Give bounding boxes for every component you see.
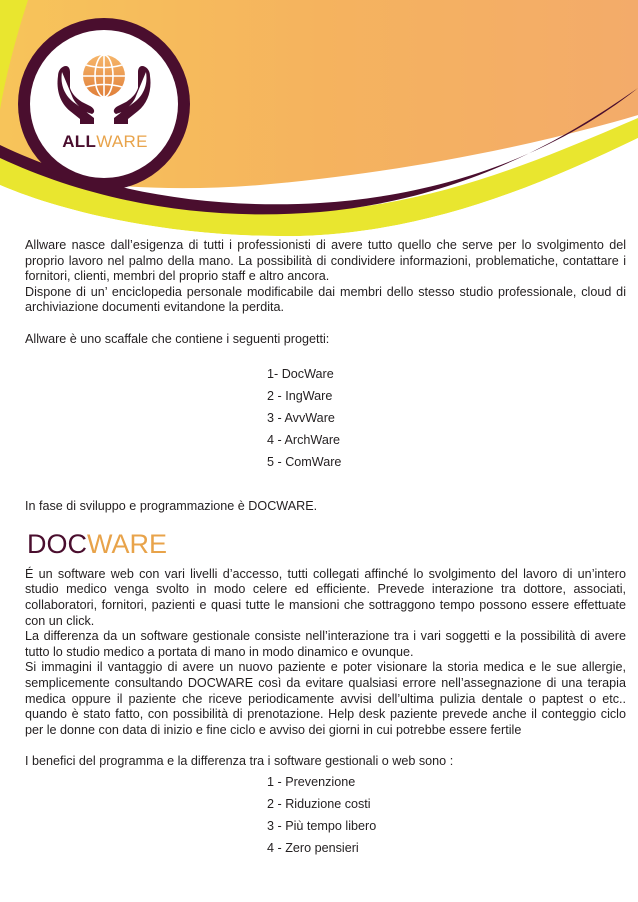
docware-paragraph-2: La differenza da un software gestionale consiste nell’interazione tra i vari soggetti e la possibilità di avere tutto lo studio medico a portata di mano in modo dinamico e ovunque. bbox=[25, 629, 626, 659]
logo-disc bbox=[30, 30, 178, 178]
list-item: 3 - AvvWare bbox=[267, 411, 335, 426]
projects-list bbox=[25, 363, 626, 473]
benefits-list bbox=[25, 771, 626, 859]
logo-wordmark bbox=[60, 132, 150, 152]
docware-heading-ware: WARE bbox=[87, 528, 167, 559]
header-decoration bbox=[0, 0, 638, 240]
list-item: 3 - Più tempo libero bbox=[267, 819, 377, 834]
development-note: In fase di sviluppo e programmazione è DOCWARE. bbox=[25, 499, 318, 514]
list-item: 1 - Prevenzione bbox=[267, 775, 356, 790]
list-item: 2 - Riduzione costi bbox=[267, 797, 371, 812]
docware-heading-doc: DOC bbox=[27, 528, 87, 559]
intro-paragraph-2: Dispone di un’ enciclopedia personale modificabile dai membri dello stesso studio professionale, cloud di archiviazione documenti evitandone la perdita. bbox=[25, 284, 626, 315]
list-item: 4 - Zero pensieri bbox=[267, 841, 359, 856]
globe-icon bbox=[83, 55, 125, 97]
intro-paragraph-1: Allware nasce dall’esigenza di tutti i professionisti di avere tutto quello che serve per lo svolgimento del proprio lavoro nel palmo della mano. La possibilità di condividere informazioni, problematiche, contattare i fornitori, clienti, membri del proprio staff e altro ancora. bbox=[25, 238, 626, 284]
document-body bbox=[25, 238, 626, 859]
docware-paragraph-3: Si immagini il vantaggio di avere un nuovo paziente e poter visionare la storia medica e le sue allergie, semplicemente consultando DOCWARE così da evitare qualsiasi errore nell’assegnazione di una terapia medica oppure il paziente che riceve periodicamente avvisi dell’ultima pulizia dentale o paptest o etc.. quando è stato fatto, con possibilità di prenotazione. Help desk paziente prevede anche il conteggio ciclo per le donne con data di inizio e fine ciclo e avviso dei giorni in cui potrebbe essere fertile bbox=[25, 660, 626, 737]
list-item: 1- DocWare bbox=[267, 367, 334, 382]
logo-ware: WARE bbox=[96, 132, 148, 151]
logo-all: ALL bbox=[62, 132, 97, 151]
list-item: 4 - ArchWare bbox=[267, 433, 341, 448]
intro-paragraph-3: Allware è uno scaffale che contiene i seguenti progetti: bbox=[25, 331, 330, 346]
docware-paragraph-1: É un software web con vari livelli d’accesso, tutti collegati affinché lo svolgimento del lavoro di un’intero studio medico venga svolto in modo celere ed efficiente. Prevede interazione tra dottore, associati, collaboratori, fornitori, pazienti e quasi tutte le mansioni che sottraggono tempo possono essere effettuate con un click. bbox=[25, 566, 626, 628]
list-item: 2 - IngWare bbox=[267, 389, 333, 404]
list-item: 5 - ComWare bbox=[267, 455, 342, 470]
docware-heading bbox=[27, 529, 626, 559]
benefits-intro: I benefici del programma e la differenza tra i software gestionali o web sono : bbox=[25, 753, 454, 768]
